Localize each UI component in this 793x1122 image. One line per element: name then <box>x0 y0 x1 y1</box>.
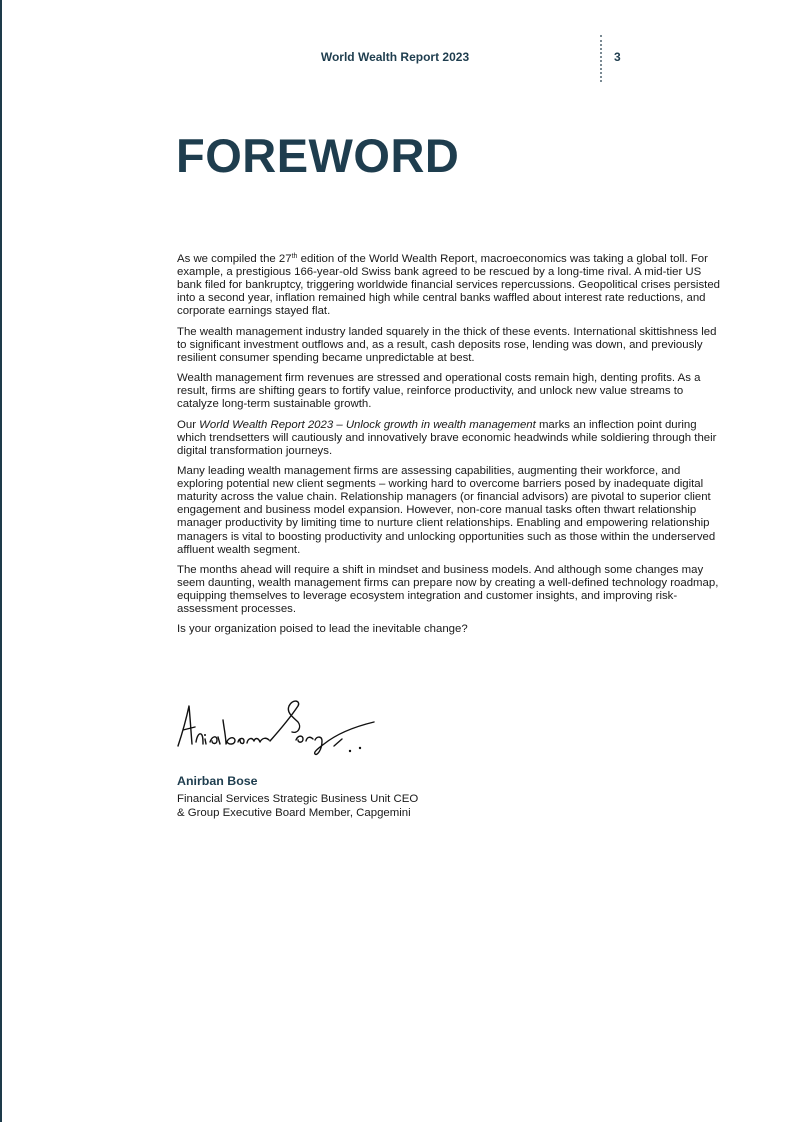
handwritten-signature <box>174 696 384 766</box>
paragraph-4-text-a: Our <box>177 418 200 431</box>
page-left-edge-rule <box>0 0 2 1122</box>
paragraph-4-text-b: marks an inflection point during which trendsetters will cautiously and innovatively brave economic headwinds while soldiering through their digital transformation journeys. <box>177 418 717 457</box>
paragraph-1-text-b: edition of the World Wealth Report, macroeconomics was taking a global toll. For example, a prestigious 166-year-old Swiss bank agreed to be rescued by a long-time rival. A mid-tier US bank filed for bankruptcy, triggering worldwide financial services repercussions. Geopolitical crises persisted into a second year, inflation remained high while central banks waffled about interest rate reductions, and corporate earnings stayed flat. <box>177 253 720 318</box>
page-title: FOREWORD <box>176 129 460 182</box>
paragraph-1 <box>177 253 722 318</box>
paragraph-4 <box>177 419 722 458</box>
running-header: World Wealth Report 2023 <box>320 50 470 64</box>
paragraph-7: Is your organization poised to lead the inevitable change? <box>177 623 468 636</box>
paragraph-3: Wealth management firm revenues are stressed and operational costs remain high, denting profits. As a result, firms are shifting gears to fortify value, reinforce productivity, and unlock new value streams to catalyze long-term sustainable growth. <box>177 372 701 411</box>
ordinal-superscript: th <box>291 253 298 260</box>
paragraph-2: The wealth management industry landed squarely in the thick of these events. International skittishness led to significant investment outflows and, as a result, cash deposits rose, lending was down, and previously resilient consumer spending became unpredictable at best. <box>177 325 717 364</box>
paragraph-1-text-a: As we compiled the 27 <box>177 253 292 265</box>
paragraph-6: The months ahead will require a shift in mindset and business models. And although some changes may seem daunting, wealth management firms can prepare now by creating a well-defined technology roadmap, equipping themselves to leverage ecosystem integration and customer insights, and improving risk-assessment processes. <box>177 563 719 616</box>
signer-role <box>177 792 418 820</box>
header-divider <box>600 35 602 82</box>
report-title-italic: World Wealth Report 2023 – Unlock growth in wealth management <box>199 418 536 431</box>
page-number: 3 <box>614 50 621 64</box>
paragraph-5: Many leading wealth management firms are assessing capabilities, augmenting their workforce, and exploring potential new client segments – working hard to overcome barriers posed by inadequate digital maturity across the value chain. Relationship managers (or financial advisors) are pivotal to superior client engagement and business model expansion. However, non-core manual tasks often thwart relationship manager productivity by limiting time to nurture client relationships. Enabling and empowering relationship managers is vital to boosting productivity and unlocking opportunities such as those within the underserved affluent wealth segment. <box>177 465 716 556</box>
foreword-body <box>177 253 722 644</box>
signer-role-line-2: & Group Executive Board Member, Capgemini <box>177 807 411 819</box>
signer-name: Anirban Bose <box>177 774 258 788</box>
signer-role-line-1: Financial Services Strategic Business Unit CEO <box>177 793 419 805</box>
